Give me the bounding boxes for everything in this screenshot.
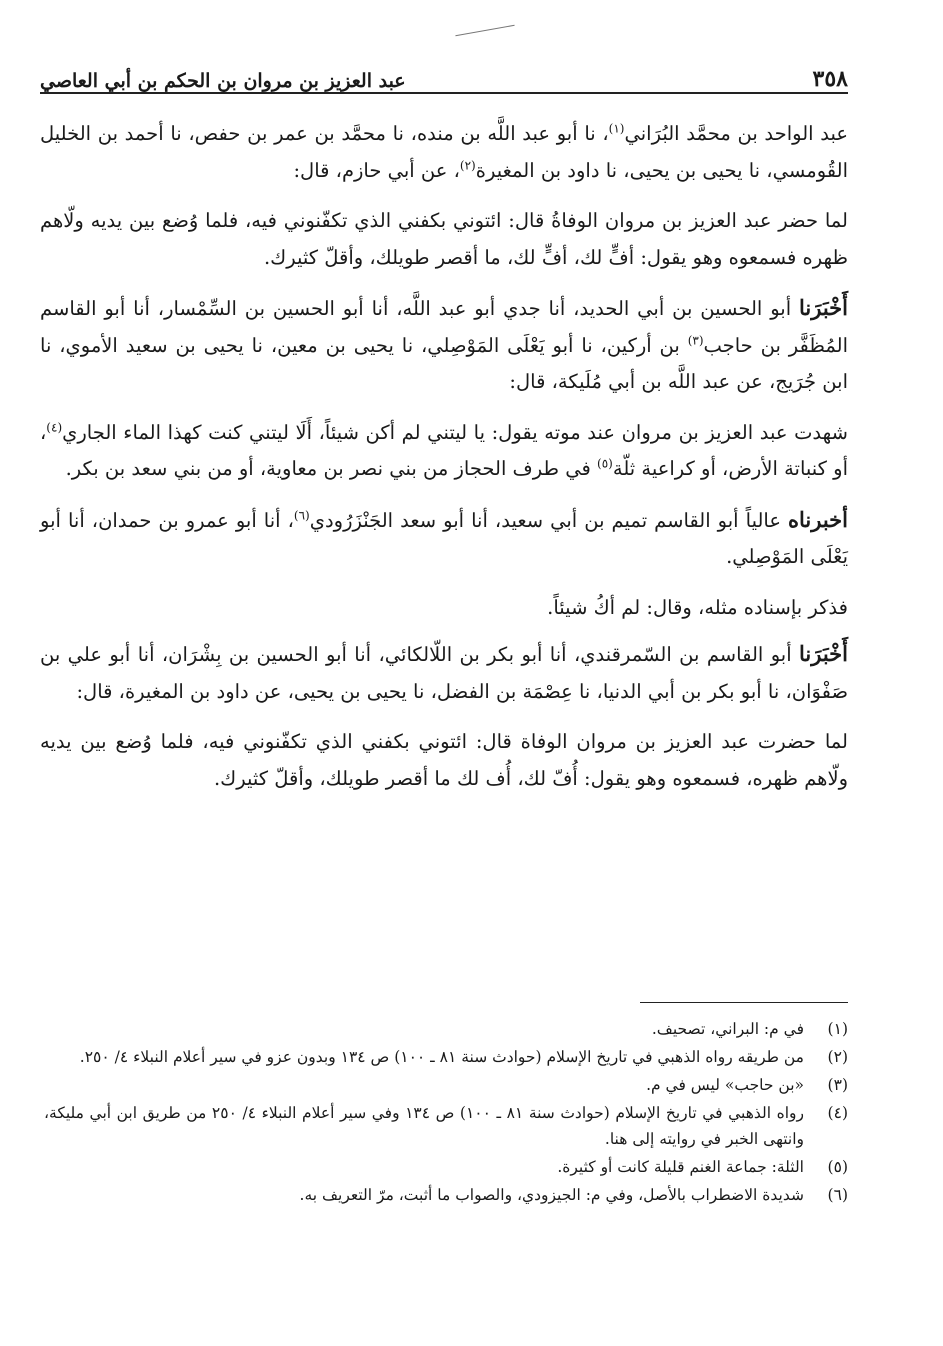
footnote-item — [44, 1182, 848, 1208]
footnote-text: في م: البراني، تصحيف. — [651, 1020, 804, 1038]
paragraph-2: لما حضر عبد العزيز بن مروان الوفاةُ قال: ائتوني بكفني الذي تكفّنوني فيه، فلما وُضع بين يديه ولّاهم ظهره فسمعوه وهو يقول: أفٍّ لك، أفٍّ لك، ما أقصر طويلك، وأقلّ كثيرك. — [40, 209, 848, 269]
footnote-text: رواه الذهبي في تاريخ الإسلام (حوادث سنة ٨١ ـ ١٠٠) ص ١٣٤ وفي سير أعلام النبلاء ٤/ ٢٥٠ من طريق ابن أبي مليكة، وانتهى الخبر في روايته إلى هنا. — [44, 1104, 804, 1148]
footnote-item — [44, 1044, 848, 1070]
paragraph-8: لما حضرت عبد العزيز بن مروان الوفاة قال: ائتوني بكفني الذي تكفّنوني فيه، فلما وُضع بين يديه ولّاهم ظهره، فسمعوه وهو يقول: أُفّ لك، أُف لك ما أقصر طويلك، وأقلّ كثيرك. — [40, 730, 848, 790]
running-title: عبد العزيز بن مروان بن الحكم بن أبي العاصي — [40, 70, 406, 92]
paragraph-text: بن أركين، نا أبو يَعْلَى المَوْصِلي، نا يحيى بن معين، نا يحيى بن سعيد الأموي، نا ابن جُرَيج، عن عبد اللَّه بن أبي مُلَيكة، قال: — [40, 333, 848, 393]
footnote-number: (٦) — [827, 1186, 848, 1204]
paragraph-text: عبد الواحد بن محمَّد البُرَاني — [624, 122, 848, 145]
akhbarana-lead: أَخْبَرَنا — [799, 641, 848, 666]
footnote-ref: (٦) — [293, 508, 310, 522]
footnote-ref: (٥) — [597, 456, 613, 471]
footnote-ref: (٤) — [46, 420, 63, 434]
main-text — [40, 116, 848, 807]
paragraph-5 — [40, 502, 848, 576]
paragraph-text: في طرف الحجاز من بني نصر بن معاوية، أو من بني سعد بن بكر. — [65, 457, 598, 480]
paragraph-4 — [40, 415, 848, 488]
footnote-text: من طريقه رواه الذهبي في تاريخ الإسلام (حوادث سنة ٨١ ـ ١٠٠) ص ١٣٤ وبدون عزو في سير أعلام النبلاء ٤/ ٢٥٠. — [79, 1048, 804, 1066]
footnote-ref: (١) — [608, 121, 625, 136]
paragraph-text: أبو القاسم بن السّمرقندي، أنا أبو بكر بن اللّالكائي، أنا أبو الحسين بن بِشْرَان، أنا أبو علي بن صَفْوَان، نا أبو بكر بن أبي الدنيا، نا عِصْمَة بن الفضل، نا يحيى بن يحيى، عن داود بن المغيرة، قال: — [40, 643, 848, 703]
footnote-item — [44, 1154, 848, 1180]
paragraph-text: ، عن أبي حازم، قال: — [293, 158, 460, 182]
paragraph-text: أبو الحسين بن أبي الحديد، أنا جدي أبو عبد اللَّه، أنا أبو الحسين بن السِّمْسار، أنا أبو القاسم المُظَفَّر بن حاجب — [40, 297, 848, 357]
footnote-item — [44, 1072, 848, 1098]
footnote-number: (١) — [827, 1020, 848, 1038]
footnote-text: شديدة الاضطراب بالأصل، وفي م: الجيزودي، والصواب ما أثبت، مرّ التعريف به. — [299, 1186, 804, 1204]
paragraph-text: عالياً أبو القاسم تميم بن أبي سعيد، أنا أبو سعد الجَنْزَرُودي — [309, 508, 789, 532]
footnote-item — [44, 1100, 848, 1152]
paragraph-3 — [40, 290, 848, 401]
paragraph-text: ، أو كنباتة الأرض، أو كراعية ثلّة — [40, 420, 848, 480]
paragraph-text: ، نا أبو عبد اللَّه بن منده، نا محمَّد بن عمر بن حفص، نا أحمد بن الخليل القُومسي، نا يحيى بن يحيى، نا داود بن المغيرة — [40, 122, 848, 182]
page-number: ٣٥٨ — [812, 66, 848, 92]
header-rule — [40, 92, 848, 94]
paragraph-7 — [40, 636, 848, 710]
footnotes — [44, 1016, 848, 1210]
paragraph-text: شهدت عبد العزيز بن مروان عند موته يقول: يا ليتني لم أكن شيئاً، أَلَا ليتني كنت كهذا الماء الجاري — [62, 420, 848, 444]
footnote-item — [44, 1016, 848, 1042]
footnote-number: (٢) — [827, 1048, 848, 1066]
footnote-rule — [640, 1002, 848, 1003]
footnote-ref: (٣) — [687, 333, 704, 347]
footnote-ref: (٢) — [459, 158, 476, 172]
scan-mark — [455, 25, 514, 36]
footnote-text: الثلة: جماعة الغنم قليلة كانت أو كثيرة. — [557, 1158, 804, 1176]
footnote-number: (٥) — [827, 1158, 848, 1176]
footnote-number: (٣) — [827, 1076, 848, 1094]
footnote-number: (٤) — [827, 1104, 848, 1122]
akhbaranahu-lead: أخبرناه — [788, 506, 849, 532]
footnote-text: «بن حاجب» ليس في م. — [646, 1076, 804, 1094]
paragraph-text: ، أنا أبو عمرو بن حمدان، أنا أبو يَعْلَى المَوْصِلي. — [40, 508, 848, 568]
paragraph-6: فذكر بإسناده مثله، وقال: لم أكُ شيئاً. — [547, 595, 848, 619]
akhbarana-lead: أَخْبَرَنا — [799, 295, 848, 320]
page-header — [40, 52, 848, 92]
paragraph-1 — [40, 116, 848, 189]
